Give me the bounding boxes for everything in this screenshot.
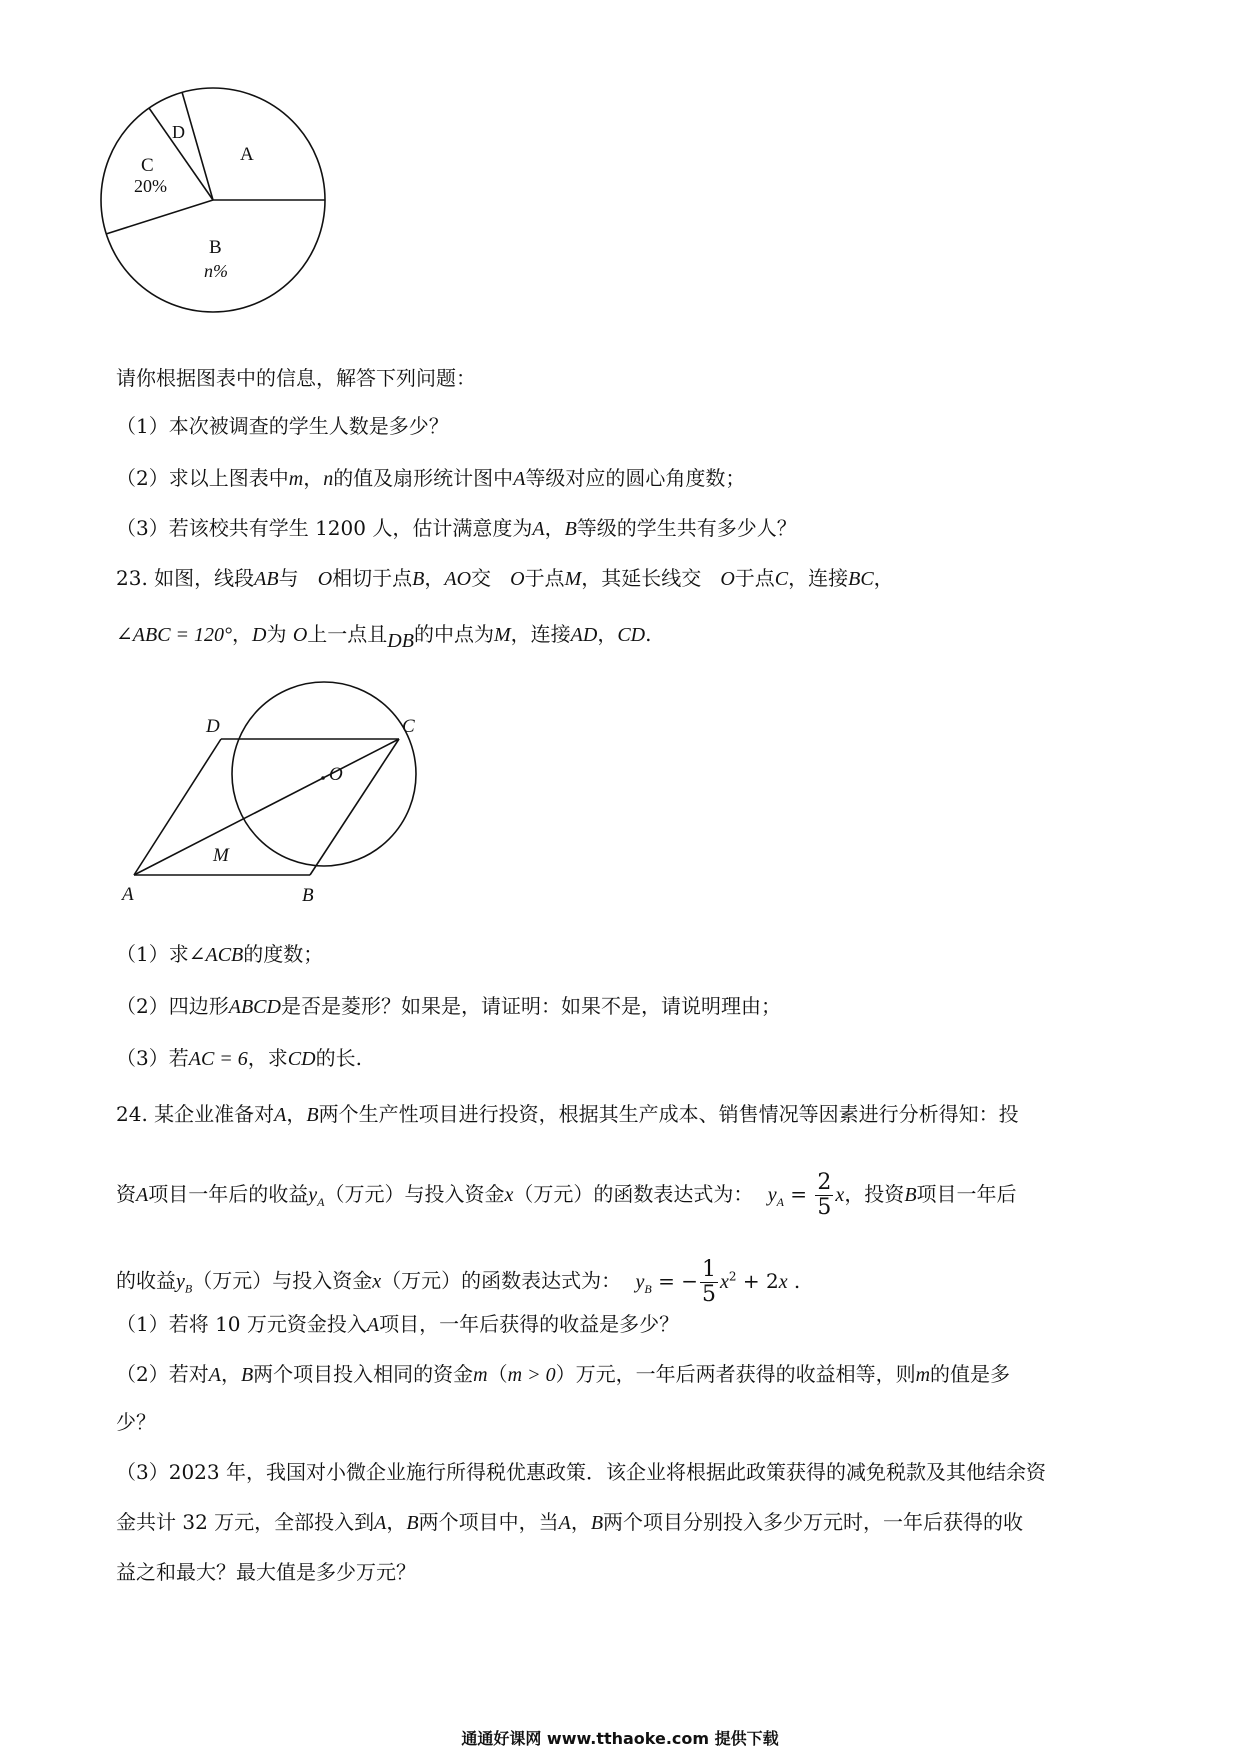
pie-label-c-percent: 20% [134, 176, 167, 196]
label-b: B [302, 885, 314, 906]
pie-label-a: A [240, 144, 254, 165]
q24-part-3-line-1: （3）2023 年，我国对小微企业施行所得税优惠政策．该企业将根据此政策获得的减免税款及其他结余资 [116, 1460, 1046, 1484]
q24-stem-line-1: 24. 某企业准备对A，B两个生产性项目进行投资，根据其生产成本、销售情况等因素进行分析得知：投 [116, 1102, 1019, 1126]
pie-chart-figure [100, 78, 340, 318]
q23-part-2: （2）四边形ABCD是否是菱形？如果是，请证明：如果不是，请说明理由； [116, 994, 781, 1018]
pie-label-c: C [141, 155, 154, 176]
circle-o [232, 682, 416, 866]
pie-label-b: B [209, 237, 222, 258]
q22-intro: 请你根据图表中的信息，解答下列问题： [116, 366, 476, 390]
q24-part-1: （1）若将 10 万元资金投入A项目，一年后获得的收益是多少？ [116, 1312, 680, 1336]
q23-stem-line-2: ∠ABC = 120°，D为 O上一点且DB的中点为M，连接AD，CD. [116, 622, 652, 652]
formula-ya: $y_A$ = $\frac{2}{5}$ x [767, 1170, 845, 1220]
q24-part-3-line-2: 金共计 32 万元，全部投入到A，B两个项目中，当A，B两个项目分别投入多少万元时，一年后获得的收 [116, 1510, 1024, 1534]
arc-db: DB [387, 630, 414, 652]
segment-ad [134, 739, 221, 875]
fraction-one-fifth: $\frac{1}{5}$ [701, 1256, 716, 1307]
pie-label-b-percent: n% [204, 261, 228, 281]
segment-ac [134, 739, 399, 875]
q24-part-3-line-3: 益之和最大？最大值是多少万元？ [116, 1560, 416, 1584]
page-footer: 通通好课网 www.tthaoke.com 提供下载 [461, 1729, 779, 1748]
label-o: O [329, 764, 343, 785]
q23-part-1: （1）求∠ACB的度数； [116, 942, 324, 966]
q23-stem-line-1: 23. 如图，线段AB与 O相切于点B，AO交 O于点M，其延长线交 O于点C，连接BC， [116, 566, 894, 590]
q22-part-3: （3）若该校共有学生 1200 人，估计满意度为A，B等级的学生共有多少人？ [116, 516, 797, 540]
q22-part-1: （1）本次被调查的学生人数是多少？ [116, 414, 449, 438]
fraction-two-fifths: $\frac{2}{5}$ [817, 1170, 832, 1220]
label-a: A [122, 884, 134, 905]
q23-part-3: （3）若AC = 6，求CD的长. [116, 1046, 362, 1070]
pie-divider-d-a [182, 92, 213, 200]
label-m: M [213, 845, 229, 866]
q24-part-2-line-1: （2）若对A，B两个项目投入相同的资金m（m > 0）万元，一年后两者获得的收益相等，则m的值是多 [116, 1362, 1011, 1386]
formula-yb: $y_B$ = − $\frac{1}{5}$ $x^2 + 2x$ . [635, 1256, 801, 1307]
q22-part-2: （2）求以上图表中m，n的值及扇形统计图中A等级对应的圆心角度数； [116, 466, 746, 490]
label-c: C [402, 716, 415, 737]
geometry-figure [115, 670, 445, 906]
label-d: D [206, 716, 220, 737]
pie-label-d: D [172, 122, 185, 142]
q24-stem-line-2: 资A项目一年后的收益$y_A$（万元）与投入资金x（万元）的函数表达式为： $y_A$ = $\frac{2}{5}$ x，投资B项目一年后 [116, 1170, 1017, 1220]
q24-part-2-line-2: 少？ [116, 1410, 156, 1434]
segment-bc [310, 739, 399, 875]
q24-stem-line-3: 的收益$y_B$（万元）与投入资金x（万元）的函数表达式为： $y_B$ = − $\frac{1}{5}$ $x^2 + 2x$ . [116, 1256, 801, 1307]
center-point-o [321, 776, 325, 780]
pie-divider-b-c [106, 200, 213, 234]
